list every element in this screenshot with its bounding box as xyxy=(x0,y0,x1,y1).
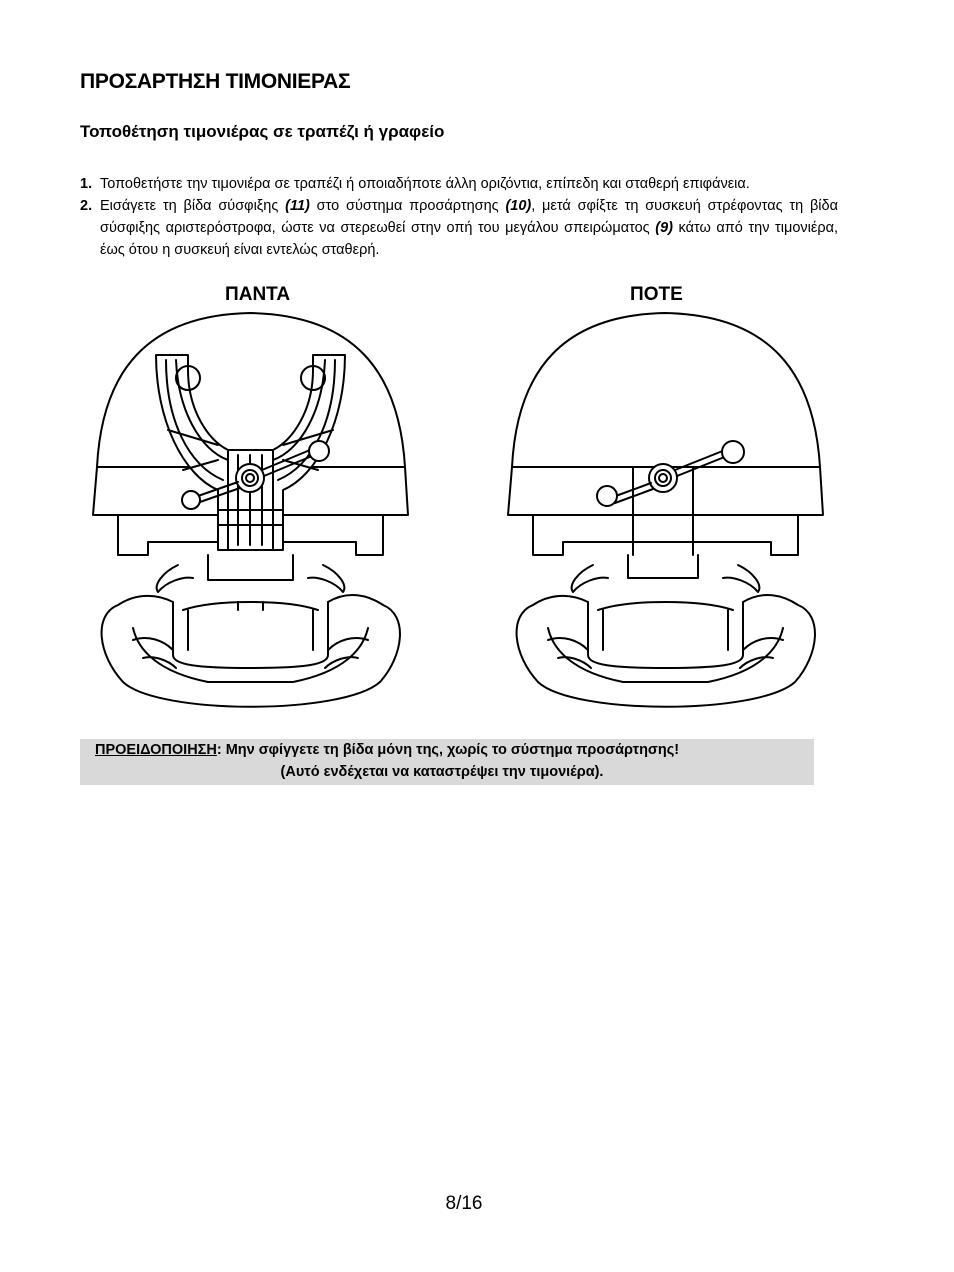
illustration-wrong-mount xyxy=(503,310,828,720)
warning-box xyxy=(80,739,814,785)
part-reference: (11) xyxy=(285,198,310,214)
instruction-step-2 xyxy=(80,195,838,261)
illustration-correct-mount xyxy=(88,310,413,720)
figure-label-never: ΠΟΤΕ xyxy=(630,284,683,305)
page-number: 8/16 xyxy=(445,1193,483,1214)
instruction-list xyxy=(80,173,838,261)
step-text: Εισάγετε τη βίδα σύσφιξης (11) στο σύστημα προσάρτησης (10), μετά σφίξτε τη συσκευή στρέφοντας τη βίδα σύσφιξης αριστερόστροφα, ώστε να στερεωθεί στην οπή του μεγάλου σπειρώματος (9) κάτω από την τιμονιέρα, έως ότου η συσκευή είναι εντελώς σταθερή. xyxy=(100,198,838,258)
warning-text: : Μην σφίγγετε τη βίδα μόνη της, χωρίς το σύστημα προσάρτησης! xyxy=(216,742,680,758)
instruction-step-1 xyxy=(80,173,838,195)
step-number: 1. xyxy=(80,176,93,192)
part-reference: (9) xyxy=(655,220,673,236)
step-number: 2. xyxy=(80,198,93,214)
page-title: ΠΡΟΣΑΡΤΗΣΗ ΤΙΜΟΝΙΕΡΑΣ xyxy=(80,70,351,93)
part-reference: (10) xyxy=(505,198,532,214)
figure-label-always: ΠΑΝΤΑ xyxy=(225,284,291,305)
section-subtitle: Τοποθέτηση τιμονιέρας σε τραπέζι ή γραφείο xyxy=(80,122,445,141)
warning-label: ΠΡΟΕΙΔΟΠΟΙΗΣΗ xyxy=(95,742,217,758)
warning-note: (Αυτό ενδέχεται να καταστρέψει την τιμονιέρα). xyxy=(280,764,604,780)
step-text: Τοποθετήστε την τιμονιέρα σε τραπέζι ή οποιαδήποτε άλλη οριζόντια, επίπεδη και σταθερή επιφάνεια. xyxy=(100,176,750,192)
